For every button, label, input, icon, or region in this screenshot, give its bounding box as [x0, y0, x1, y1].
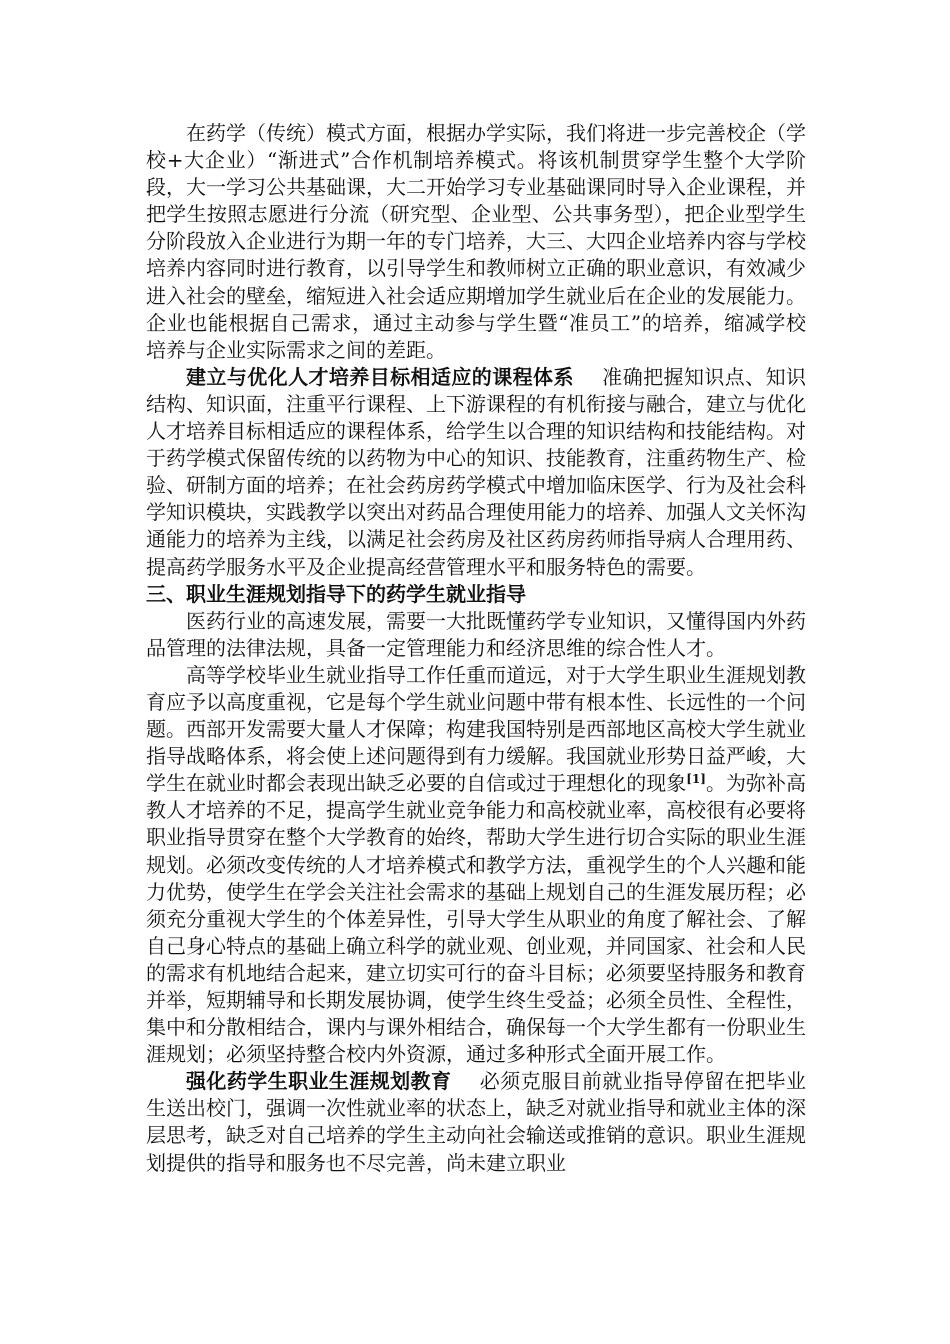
paragraph-lead-heading: 强化药学生职业生涯规划教育 — [186, 1069, 452, 1094]
paragraph-pharmacy-traditional-model: 在药学（传统）模式方面，根据办学实际，我们将进一步完善校企（学校+大企业）“渐进式”合作机制培养模式。将该机制贯穿学生整个大学阶段，大一学习公共基础课，大二开始学习专业基础课同时导入企业课程，并把学生按照志愿进行分流（研究型、企业型、公共事务型），把企业型学生分阶段放入企业进行为期一年的专门培养，大三、大四企业培养内容与学校培养内容同时进行教育，以引导学生和教师树立正确的职业意识，有效减少进入社会的壁垒，缩短进入社会适应期增加学生就业后在企业的发展能力。企业也能根据自己需求，通过主动参与学生暨“准员工”的培养，缩减学校培养与企业实际需求之间的差距。 — [146, 121, 806, 362]
citation-reference: [1] — [686, 772, 706, 787]
paragraph-career-guidance — [146, 662, 806, 1068]
paragraph-curriculum-system — [146, 364, 806, 581]
paragraph-body: 高等学校毕业生就业指导工作任重而道远，对于大学生职业生涯规划教育应予以高度重视，它是每个学生就业问题中带有根本性、长远性的一个问题。西部开发需要大量人才保障；构建我国特别是西部地区高校大学生就业指导战略体系，将会使上述问题得到有力缓解。我国就业形势日益严峻，大学生在就业时都会表现出缺乏必要的自信或过于理想化的现象 — [146, 662, 806, 796]
document-page — [146, 120, 806, 1177]
paragraph-lead-heading: 建立与优化人才培养目标相适应的课程体系 — [186, 364, 574, 389]
paragraph-body: 准确把握知识点、知识结构、知识面，注重平行课程、上下游课程的有机衔接与融合，建立与优化人才培养目标相适应的课程体系，给学生以合理的知识结构和技能结构。对于药学模式保留传统的以药物为中心的知识、技能教育，注重药物生产、检验、研制方面的培养；在社会药房药学模式中增加临床医学、行为及社会科学知识模块，实践教学以突出对药品合理使用能力的培养、加强人文关怀沟通能力的培养为主线，以满足社会药房及社区药房药师指导病人合理用药、提高药学服务水平及企业提高经营管理水平和服务特色的需要。 — [146, 364, 807, 579]
paragraph-body: 必须克服目前就业指导停留在把毕业生送出校门，强调一次性就业率的状态上，缺乏对就业指导和就业主体的深层思考，缺乏对自己培养的学生主动向社会输送或推销的意识。职业生涯规划提供的指导和服务也不尽完善，尚未建立职业 — [146, 1069, 807, 1175]
paragraph-industry-needs: 医药行业的高速发展，需要一大批既懂药学专业知识，又懂得国内外药品管理的法律法规，具备一定管理能力和经济思维的综合性人才。 — [146, 608, 806, 660]
paragraph-body: 。为弥补高教人才培养的不足，提高学生就业竞争能力和高校就业率，高校很有必要将职业指导贯穿在整个大学教育的始终，帮助大学生进行切合实际的职业生涯规划。必须改变传统的人才培养模式和教学方法，重视学生的个人兴趣和能力优势，使学生在学会关注社会需求的基础上规划自己的生涯发展历程；必须充分重视大学生的个体差异性，引导大学生从职业的角度了解社会、了解自己身心特点的基础上确立科学的就业观、创业观，并同国家、社会和人民的需求有机地结合起来，建立切实可行的奋斗目标；必须要坚持服务和教育并举，短期辅导和长期发展协调，使学生终生受益；必须全员性、全程性，集中和分散相结合，课内与课外相结合，确保每一个大学生都有一份职业生涯规划；必须坚持整合校内外资源，通过多种形式全面开展工作。 — [146, 771, 807, 1067]
section-heading: 三、职业生涯规划指导下的药学生就业指导 — [146, 581, 526, 606]
paragraph-career-planning-education — [146, 1068, 806, 1176]
